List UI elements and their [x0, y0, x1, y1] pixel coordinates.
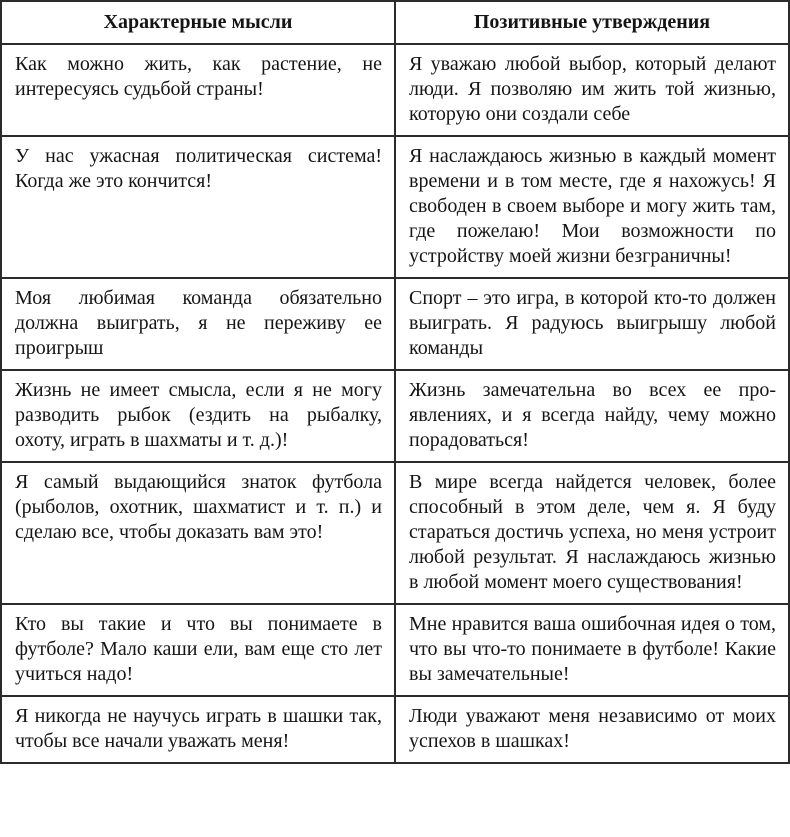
table-body	[1, 44, 789, 763]
thought-cell: Кто вы такие и что вы понимаете в футболе? Мало каши ели, вам еще сто лет учиться надо!	[1, 604, 395, 696]
thought-cell: Я никогда не научусь играть в шашки так, чтобы все начали уважать меня!	[1, 696, 395, 763]
table-row	[1, 136, 789, 278]
affirmation-cell: Я уважаю любой выбор, который делают люди. Я позволяю им жить той жизнью, которую они создали себе	[395, 44, 789, 136]
table-row	[1, 278, 789, 370]
thought-cell: Как можно жить, как растение, не интересуясь судьбой страны!	[1, 44, 395, 136]
column-header-affirmations: Позитивные утверждения	[395, 1, 789, 44]
affirmation-cell: Мне нравится ваша ошибочная идея о том, что вы что-то понимаете в футболе! Какие вы замечательные!	[395, 604, 789, 696]
table-row	[1, 370, 789, 462]
thought-cell: У нас ужасная политическая система! Когда же это кончится!	[1, 136, 395, 278]
thought-cell: Жизнь не имеет смысла, если я не могу разводить рыбок (ездить на рыбалку, охоту, играть в шахматы и т. д.)!	[1, 370, 395, 462]
affirmation-cell: Жизнь замечательна во всех ее проявлениях, и я всегда найду, чему можно порадоваться!	[395, 370, 789, 462]
table-row	[1, 462, 789, 604]
table-row	[1, 696, 789, 763]
affirmation-cell: Спорт – это игра, в которой кто-то должен выиграть. Я радуюсь выигрышу любой команды	[395, 278, 789, 370]
header-row	[1, 1, 789, 44]
table-header-row	[1, 1, 789, 44]
affirmation-cell: Я наслаждаюсь жизнью в каждый момент времени и в том месте, где я нахожусь! Я свободен в своем выборе и могу жить там, где пожелаю! Мои возможности по устройству моей жизни безграничны!	[395, 136, 789, 278]
table-row	[1, 44, 789, 136]
table-row	[1, 604, 789, 696]
affirmation-cell: В мире всегда найдется человек, более способный в этом деле, чем я. Я буду стараться достичь успеха, но меня устроит любой результат. Я наслаждаюсь жизнью в любой момент моего существования!	[395, 462, 789, 604]
column-header-thoughts: Характерные мысли	[1, 1, 395, 44]
thought-cell: Моя любимая команда обязательно должна выиграть, я не переживу ее проигрыш	[1, 278, 395, 370]
thought-cell: Я самый выдающийся знаток футбола (рыболов, охотник, шахматист и т. п.) и сделаю все, чтобы доказать вам это!	[1, 462, 395, 604]
affirmation-cell: Люди уважают меня независимо от моих успехов в шашках!	[395, 696, 789, 763]
